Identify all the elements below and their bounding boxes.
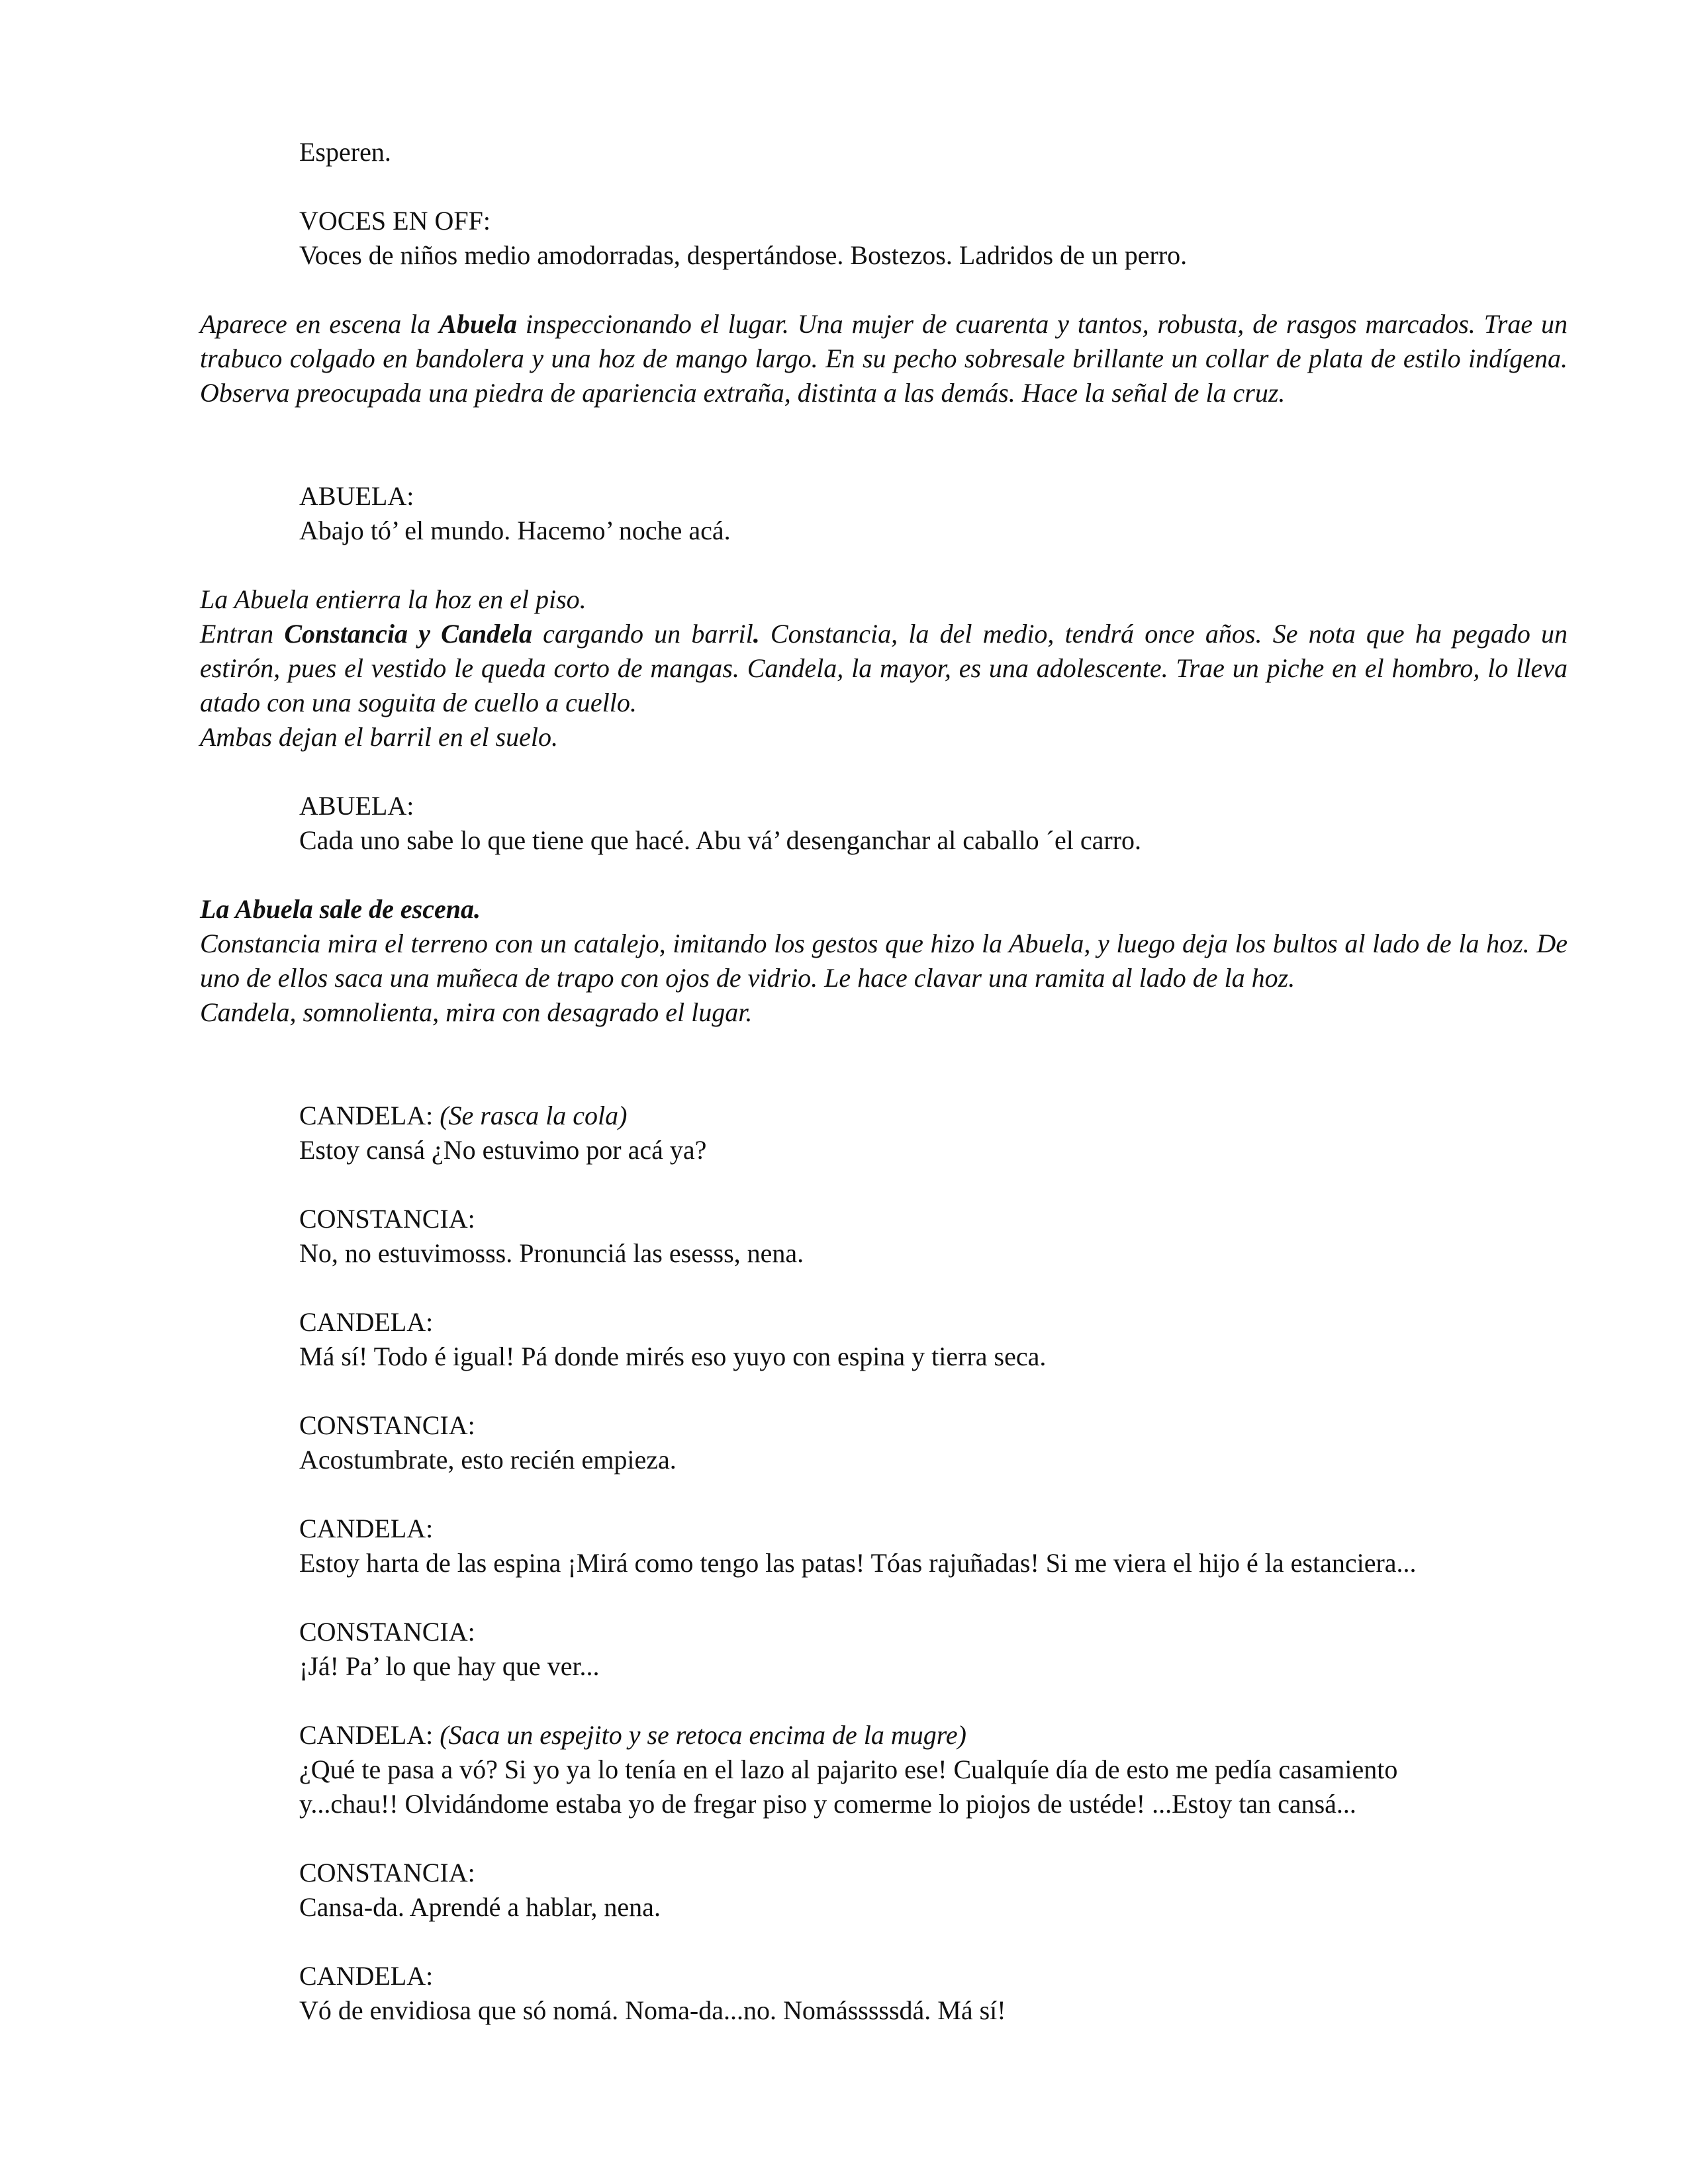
speaker-name: CANDELA: (299, 1514, 434, 1543)
dialogue-candela-3 (299, 1512, 1590, 1580)
dialogue-candela-5 (299, 1959, 1590, 2028)
dialogue-constancia-4 (299, 1856, 1590, 1925)
stage-direction-paragraph (200, 307, 1568, 410)
speaker-line (299, 1718, 1590, 1752)
parenthetical: (Se rasca la cola) (440, 1101, 628, 1130)
dialogue-candela-1 (299, 1099, 1590, 1167)
parenthetical: (Saca un espejito y se retoca encima de la mugre) (440, 1720, 966, 1750)
speaker-name: VOCES EN OFF: (299, 206, 491, 236)
stage-direction-sisters-enter (200, 582, 1568, 754)
speaker-name: CANDELA: (299, 1961, 434, 1991)
speaker-name: CONSTANCIA: (299, 1204, 475, 1234)
dialogue-constancia-1 (299, 1202, 1590, 1271)
dialogue-line: Cansa-da. Aprendé a hablar, nena. (299, 1892, 661, 1922)
direction-text: Constancia, la del medio, tendrá once años. Se nota que ha pegado un estirón, pues el vestido le queda corto de mangas. Candela, la mayor, es una adolescente. Trae un piche en el hombro, lo lleva atado con una soguita de cuello a cuello. (200, 619, 1568, 717)
stage-direction-heading (200, 892, 1568, 927)
dialogue-line: Má sí! Todo é igual! Pá donde mirés eso yuyo con espina y tierra seca. (299, 1342, 1047, 1371)
character-name-bold: Abuela (439, 309, 517, 339)
speaker-line (299, 1099, 1590, 1133)
dialogue-line: ¡Já! Pa’ lo que hay que ver... (299, 1651, 600, 1681)
stage-direction-paragraph (200, 617, 1568, 720)
dialogue-line: Cada uno sabe lo que tiene que hacé. Abu vá’ desenganchar al caballo ´el carro. (299, 825, 1142, 855)
dialogue-abuela-2 (299, 789, 1590, 858)
dialogue-line: Estoy cansá ¿No estuvimo por acá ya? (299, 1135, 707, 1165)
speaker-name: ABUELA: (299, 481, 414, 511)
bold-direction: La Abuela sale de escena. (200, 894, 481, 924)
direction-text: inspeccionando el lugar. Una mujer de cuarenta y tantos, robusta, de rasgos marcados. Trae un trabuco colgado en bandolera y una hoz de mango largo. En su pecho sobresale brillante un collar de plata de estilo indígena. Observa preocupada una piedra de apariencia extraña, distinta a las demás. Hace la señal de la cruz. (200, 309, 1568, 408)
dialogue-abuela-1 (299, 479, 1590, 548)
dialogue-line: Voces de niños medio amodorradas, despertándose. Bostezos. Ladridos de un perro. (299, 240, 1188, 270)
speaker-name: CONSTANCIA: (299, 1858, 475, 1888)
dialogue-line: Estoy harta de las espina ¡Mirá como tengo las patas! Tóas rajuñadas! Si me viera el hijo é la estanciera... (299, 1548, 1417, 1578)
direction-text: Entran (200, 619, 285, 649)
dialogue-line: y...chau!! Olvidándome estaba yo de fregar piso y comerme lo piojos de ustéde! ...Estoy tan cansá... (299, 1789, 1356, 1819)
stage-direction-paragraph: Candela, somnolienta, mira con desagrado el lugar. (200, 997, 753, 1027)
stage-direction-paragraph: Ambas dejan el barril en el suelo. (200, 722, 559, 752)
direction-text: Aparece en escena la (200, 309, 440, 339)
direction-text: cargando un barril (532, 619, 753, 649)
bold-period: . (753, 619, 760, 649)
dialogue-line: Vó de envidiosa que só nomá. Noma-da...no. Nomásssssdá. Má sí! (299, 1995, 1006, 2025)
speaker-name: CANDELA: (299, 1307, 434, 1337)
speaker-name: CONSTANCIA: (299, 1410, 475, 1440)
stage-direction-abuela-exits (200, 892, 1568, 1030)
dialogue-candela-2 (299, 1305, 1590, 1374)
dialogue-line: Abajo tó’ el mundo. Hacemo’ noche acá. (299, 516, 731, 545)
dialogue-line: ¿Qué te pasa a vó? Si yo ya lo tenía en el lazo al pajarito ese! Cualquíe día de esto me pedía casamiento (299, 1754, 1398, 1784)
dialogue-line: No, no estuvimosss. Pronunciá las esesss, nena. (299, 1238, 804, 1268)
dialogue-line: Esperen. (299, 137, 391, 167)
speaker-name: CONSTANCIA: (299, 1617, 475, 1647)
stage-direction-paragraph: La Abuela entierra la hoz en el piso. (200, 584, 586, 614)
dialogue-constancia-3 (299, 1615, 1590, 1684)
stage-direction-paragraph: Constancia mira el terreno con un catalejo, imitando los gestos que hizo la Abuela, y luego deja los bultos al lado de la hoz. De uno de ellos saca una muñeca de trapo con ojos de vidrio. Le hace clavar una ramita al lado de la hoz. (200, 929, 1568, 993)
speaker-name: CANDELA: (299, 1720, 434, 1750)
dialogue-voces-en-off (299, 204, 1590, 273)
dialogue-candela-4 (299, 1718, 1590, 1821)
speaker-name: CANDELA: (299, 1101, 434, 1130)
dialogue-constancia-2 (299, 1408, 1590, 1477)
dialogue-esperen (299, 135, 1590, 169)
speaker-name: ABUELA: (299, 791, 414, 821)
stage-direction-abuela-enters (200, 307, 1568, 410)
dialogue-line: Acostumbrate, esto recién empieza. (299, 1445, 677, 1475)
character-names-bold: Constancia y Candela (284, 619, 532, 649)
